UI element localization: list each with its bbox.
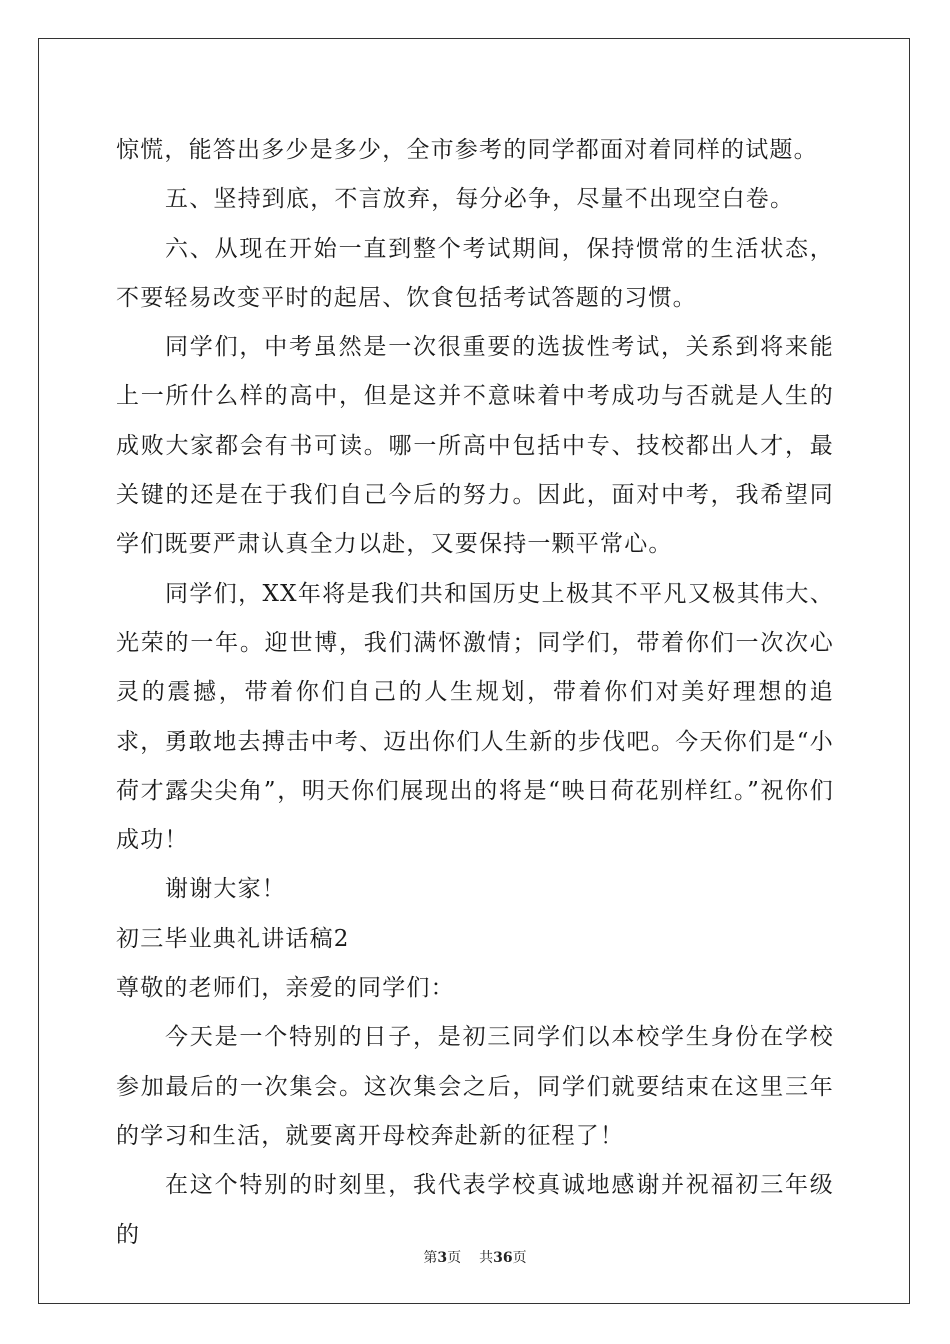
paragraph: 在这个特别的时刻里，我代表学校真诚地感谢并祝福初三年级的 <box>116 1172 834 1248</box>
page-number: 3 <box>437 1250 448 1266</box>
paragraph: 同学们，中考虽然是一次很重要的选拔性考试，关系到将来能上一所什么样的高中，但是这并不意味着中考成功与否就是人生的成败大家都会有书可读。哪一所高中包括中专、技校都出人才，最关键的还是在于我们自己今后的努力。因此，面对中考，我希望同学们既要严肃认真全力以赴，又要保持一颗平常心。 <box>116 334 834 558</box>
total-prefix: 共 <box>479 1250 494 1266</box>
page-footer <box>0 1247 950 1267</box>
section-heading: 初三毕业典礼讲话稿2 <box>116 925 350 952</box>
salutation: 尊敬的老师们，亲爱的同学们： <box>116 975 455 1002</box>
paragraph: 今天是一个特别的日子，是初三同学们以本校学生身份在学校参加最后的一次集会。这次集会之后，同学们就要结束在这里三年的学习和生活，就要离开母校奔赴新的征程了！ <box>116 1024 834 1149</box>
total-suffix: 页 <box>512 1250 527 1266</box>
document-body <box>116 126 834 1260</box>
paragraph: 谢谢大家！ <box>165 876 286 903</box>
paragraph: 同学们，XX年将是我们共和国历史上极其不平凡又极其伟大、光荣的一年。迎世博，我们满怀激情；同学们，带着你们一次次心灵的震撼，带着你们自己的人生规划，带着你们对美好理想的追求，勇敢地去搏击中考、迈出你们人生新的步伐吧。今天你们是“小荷才露尖尖角”，明天你们展现出的将是“映日荷花别样红。”祝你们成功！ <box>116 580 834 854</box>
page-suffix: 页 <box>447 1250 462 1266</box>
paragraph: 五、坚持到底，不言放弃，每分必争，尽量不出现空白卷。 <box>165 186 795 213</box>
paragraph: 六、从现在开始一直到整个考试期间，保持惯常的生活状态，不要轻易改变平时的起居、饮食包括考试答题的习惯。 <box>116 235 834 311</box>
paragraph: 惊慌，能答出多少是多少，全市参考的同学都面对着同样的试题。 <box>116 137 818 163</box>
page-prefix: 第 <box>423 1250 438 1266</box>
total-pages: 36 <box>493 1250 513 1266</box>
